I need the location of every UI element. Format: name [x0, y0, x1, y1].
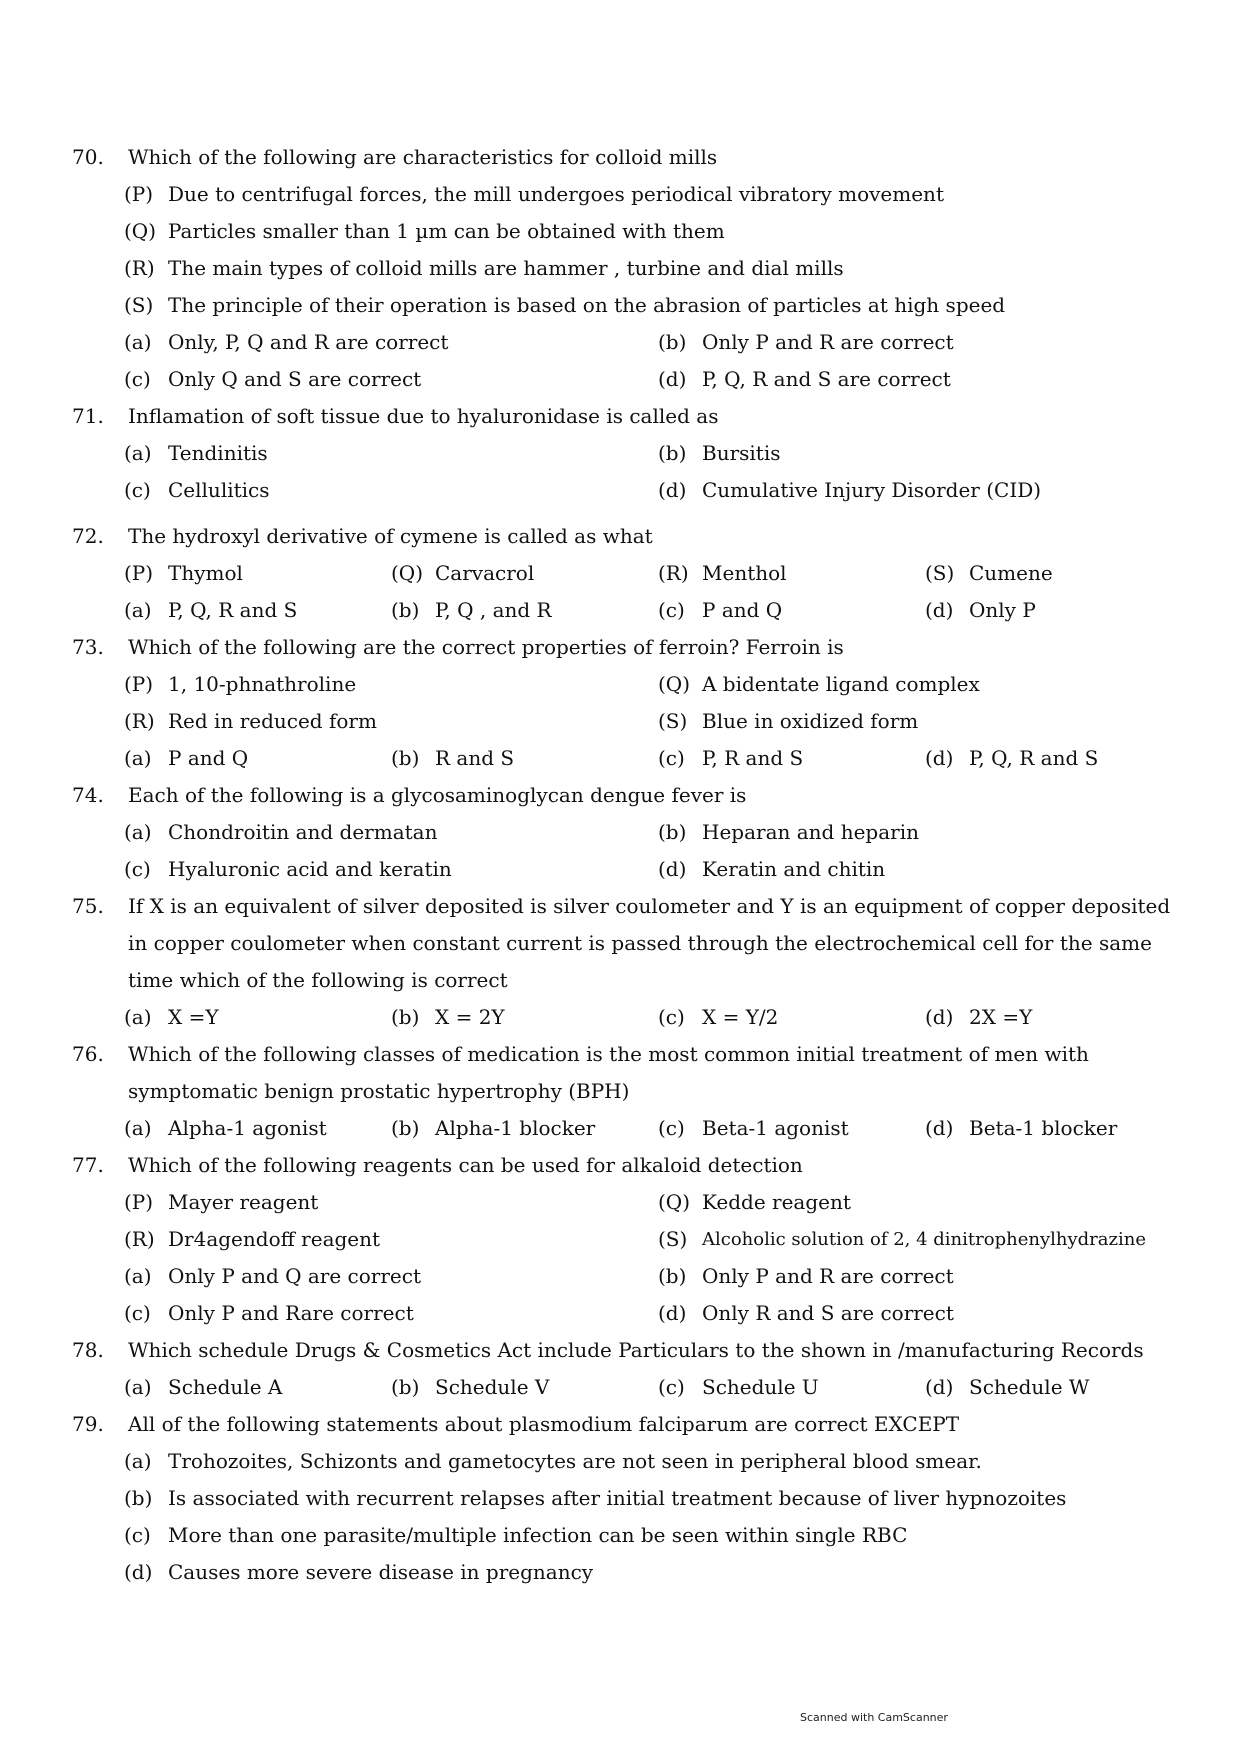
option-label: (a) [124, 1116, 152, 1140]
statement-label: (Q) [658, 672, 691, 696]
option-b[interactable] [124, 1480, 1066, 1517]
option-label: (b) [391, 1375, 420, 1399]
question-79 [72, 1406, 1192, 1591]
option-c[interactable] [658, 999, 925, 1036]
option-text: Causes more severe disease in pregnancy [168, 1560, 594, 1584]
option-label: (b) [391, 746, 420, 770]
option-d[interactable] [124, 1554, 593, 1591]
option-text: Trohozoites, Schizonts and gametocytes are not seen in peripheral blood smear. [168, 1449, 982, 1473]
statement-label: (R) [124, 709, 155, 733]
option-b[interactable] [658, 435, 1192, 472]
option-d[interactable] [658, 851, 1192, 888]
question-number: 79. [72, 1412, 104, 1436]
option-text: Only P and R are correct [702, 1264, 954, 1288]
option-label: (b) [658, 820, 687, 844]
option-label: (d) [925, 746, 954, 770]
option-c[interactable] [658, 1110, 925, 1147]
option-text: Bursitis [702, 441, 781, 465]
option-label: (d) [658, 367, 687, 391]
option-text: P, Q, R and S are correct [702, 367, 951, 391]
option-b[interactable] [658, 324, 1192, 361]
question-text: All of the following statements about plasmodium falciparum are correct EXCEPT [128, 1412, 960, 1436]
statement-text: Cumene [969, 561, 1053, 585]
option-label: (a) [124, 746, 152, 770]
option-label: (b) [658, 330, 687, 354]
option-a[interactable] [124, 435, 658, 472]
option-text: Chondroitin and dermatan [168, 820, 438, 844]
question-text: Which of the following are characteristics for colloid mills [128, 145, 718, 169]
option-label: (d) [925, 1116, 954, 1140]
option-text: Alpha-1 blocker [435, 1116, 596, 1140]
statement-text: Red in reduced form [168, 709, 377, 733]
question-number: 75. [72, 894, 104, 918]
option-text: Beta-1 blocker [969, 1116, 1118, 1140]
option-label: (d) [658, 1301, 687, 1325]
statement-text: A bidentate ligand complex [702, 672, 980, 696]
option-text: Schedule W [969, 1375, 1090, 1399]
option-d[interactable] [658, 1295, 1192, 1332]
option-label: (b) [391, 598, 420, 622]
option-d[interactable] [658, 361, 1192, 398]
option-text: Only, P, Q and R are correct [168, 330, 449, 354]
question-number: 77. [72, 1153, 104, 1177]
statement-label: (S) [658, 709, 688, 733]
question-text: Which schedule Drugs & Cosmetics Act include Particulars to the shown in /manufacturing Records [128, 1338, 1144, 1362]
question-76 [72, 1036, 1192, 1147]
option-b[interactable] [391, 1369, 658, 1406]
option-text: X = Y/2 [702, 1005, 779, 1029]
statement-label: (Q) [391, 561, 424, 585]
option-d[interactable] [658, 472, 1192, 509]
option-label: (c) [658, 1375, 685, 1399]
option-b[interactable] [658, 1258, 1192, 1295]
question-number: 70. [72, 145, 104, 169]
question-number: 72. [72, 524, 104, 548]
option-b[interactable] [391, 999, 658, 1036]
option-a[interactable] [124, 1369, 391, 1406]
option-c[interactable] [124, 472, 658, 509]
question-70 [72, 139, 1192, 398]
option-label: (a) [124, 330, 152, 354]
option-label: (a) [124, 820, 152, 844]
statement-text: 1, 10-phnathroline [168, 672, 357, 696]
question-74 [72, 777, 1192, 888]
option-text: Only R and S are correct [702, 1301, 954, 1325]
option-text: X =Y [168, 1005, 219, 1029]
option-text: Is associated with recurrent relapses after initial treatment because of liver hypnozoites [168, 1486, 1067, 1510]
statement-text: Particles smaller than 1 µm can be obtained with them [168, 219, 725, 243]
statement-text: Due to centrifugal forces, the mill undergoes periodical vibratory movement [168, 182, 944, 206]
option-d[interactable] [925, 592, 1192, 629]
question-number: 74. [72, 783, 104, 807]
option-label: (d) [658, 857, 687, 881]
option-text: P, Q , and R [435, 598, 552, 622]
statement-label: (P) [124, 561, 154, 585]
option-c[interactable] [124, 1517, 907, 1554]
option-label: (d) [658, 478, 687, 502]
question-77 [72, 1147, 1192, 1332]
statement-label: (R) [124, 256, 155, 280]
question-number: 76. [72, 1042, 104, 1066]
option-label: (a) [124, 1005, 152, 1029]
option-d[interactable] [925, 999, 1192, 1036]
statement-label: (S) [124, 293, 154, 317]
option-label: (c) [658, 1116, 685, 1140]
option-label: (c) [124, 1523, 151, 1547]
option-label: (b) [124, 1486, 153, 1510]
statement-text: Mayer reagent [168, 1190, 319, 1214]
option-text: P and Q [702, 598, 783, 622]
option-text: Only P and R are correct [702, 330, 954, 354]
question-text: Each of the following is a glycosaminoglycan dengue fever is [128, 783, 747, 807]
option-label: (d) [925, 1375, 954, 1399]
option-text: Only Q and S are correct [168, 367, 422, 391]
option-text: Schedule A [168, 1375, 283, 1399]
option-c[interactable] [658, 1369, 925, 1406]
statement-text: Blue in oxidized form [702, 709, 919, 733]
statement-text: Kedde reagent [702, 1190, 851, 1214]
option-text: Hyaluronic acid and keratin [168, 857, 452, 881]
question-text: The hydroxyl derivative of cymene is called as what [128, 524, 653, 548]
option-label: (d) [925, 598, 954, 622]
statement-text: The principle of their operation is based on the abrasion of particles at high speed [168, 293, 1006, 317]
option-text: More than one parasite/multiple infection can be seen within single RBC [168, 1523, 908, 1547]
option-label: (c) [124, 857, 151, 881]
option-b[interactable] [391, 740, 658, 777]
option-c[interactable] [124, 1295, 658, 1332]
statement-text: The main types of colloid mills are hammer , turbine and dial mills [168, 256, 844, 280]
statement-text: Thymol [168, 561, 243, 585]
question-text: If X is an equivalent of silver deposited is silver coulometer and Y is an equipment of copper deposited in copper coulometer when constant current is passed through the electrochemical cell for the same time which of the following is correct [128, 894, 1171, 992]
option-text: Beta-1 agonist [702, 1116, 849, 1140]
option-a[interactable] [124, 1258, 658, 1295]
option-text: Schedule V [435, 1375, 550, 1399]
option-d[interactable] [925, 1110, 1192, 1147]
option-label: (d) [925, 1005, 954, 1029]
option-c[interactable] [658, 740, 925, 777]
statement-text: Dr4agendoff reagent [168, 1227, 381, 1251]
question-text: Which of the following reagents can be used for alkaloid detection [128, 1153, 803, 1177]
option-b[interactable] [658, 814, 1192, 851]
option-label: (b) [658, 441, 687, 465]
statement-label: (S) [658, 1227, 688, 1251]
option-text: 2X =Y [969, 1005, 1033, 1029]
option-label: (b) [391, 1005, 420, 1029]
option-a[interactable] [124, 999, 391, 1036]
statement-label: (P) [124, 1190, 154, 1214]
option-label: (d) [124, 1560, 153, 1584]
option-text: Cellulitics [168, 478, 270, 502]
question-72 [72, 518, 1192, 629]
question-text: Which of the following classes of medication is the most common initial treatment of men with symptomatic benign prostatic hypertrophy (BPH) [128, 1042, 1089, 1103]
question-text: Which of the following are the correct properties of ferroin? Ferroin is [128, 635, 844, 659]
option-text: Heparan and heparin [702, 820, 919, 844]
statement-label: (R) [124, 1227, 155, 1251]
option-label: (a) [124, 1449, 152, 1473]
option-text: R and S [435, 746, 515, 770]
option-a[interactable] [124, 592, 391, 629]
option-text: Keratin and chitin [702, 857, 886, 881]
option-text: P, Q, R and S [168, 598, 298, 622]
option-label: (a) [124, 441, 152, 465]
option-d[interactable] [925, 740, 1192, 777]
option-b[interactable] [391, 1110, 658, 1147]
option-text: Cumulative Injury Disorder (CID) [702, 478, 1042, 502]
option-label: (c) [658, 1005, 685, 1029]
statement-label: (Q) [124, 219, 157, 243]
scanner-watermark: Scanned with CamScanner [800, 1711, 948, 1724]
question-73 [72, 629, 1192, 777]
option-label: (a) [124, 1375, 152, 1399]
option-label: (b) [391, 1116, 420, 1140]
option-text: P, Q, R and S [969, 746, 1099, 770]
option-label: (c) [658, 598, 685, 622]
statement-text: Menthol [702, 561, 787, 585]
option-text: Only P [969, 598, 1036, 622]
question-number: 78. [72, 1338, 104, 1362]
option-a[interactable] [124, 814, 658, 851]
option-label: (c) [124, 1301, 151, 1325]
statement-label: (S) [925, 561, 955, 585]
option-a[interactable] [124, 324, 658, 361]
question-number: 71. [72, 404, 104, 428]
option-text: Alpha-1 agonist [168, 1116, 327, 1140]
option-text: X = 2Y [435, 1005, 505, 1029]
question-text: Inflamation of soft tissue due to hyaluronidase is called as [128, 404, 719, 428]
statement-label: (R) [658, 561, 689, 585]
option-text: Only P and Q are correct [168, 1264, 421, 1288]
option-label: (c) [124, 367, 151, 391]
question-71 [72, 398, 1192, 509]
option-text: Tendinitis [168, 441, 268, 465]
option-b[interactable] [391, 592, 658, 629]
option-c[interactable] [124, 361, 658, 398]
option-text: Schedule U [702, 1375, 819, 1399]
question-78 [72, 1332, 1192, 1406]
option-a[interactable] [124, 1443, 982, 1480]
option-c[interactable] [658, 592, 925, 629]
statement-text: Carvacrol [435, 561, 535, 585]
option-label: (c) [124, 478, 151, 502]
statement-label: (P) [124, 182, 154, 206]
option-label: (a) [124, 1264, 152, 1288]
option-text: P and Q [168, 746, 249, 770]
option-a[interactable] [124, 740, 391, 777]
option-text: P, R and S [702, 746, 804, 770]
statement-text: Alcoholic solution of 2, 4 dinitrophenylhydrazine [702, 1229, 1146, 1250]
option-a[interactable] [124, 1110, 391, 1147]
option-label: (c) [658, 746, 685, 770]
option-c[interactable] [124, 851, 658, 888]
question-75 [72, 888, 1192, 1036]
question-number: 73. [72, 635, 104, 659]
statement-label: (P) [124, 672, 154, 696]
option-text: Only P and Rare correct [168, 1301, 414, 1325]
option-label: (a) [124, 598, 152, 622]
option-d[interactable] [925, 1369, 1192, 1406]
statement-label: (Q) [658, 1190, 691, 1214]
option-label: (b) [658, 1264, 687, 1288]
